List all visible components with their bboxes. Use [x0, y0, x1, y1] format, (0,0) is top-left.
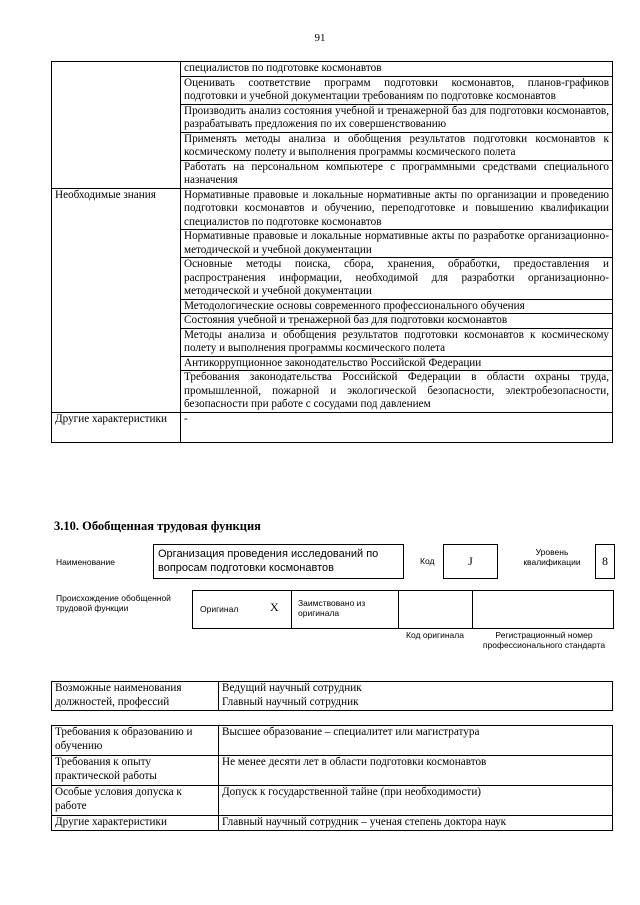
code-label: Код — [420, 556, 435, 566]
table-cell: Методологические основы современного профессионального обучения — [181, 299, 613, 314]
table-cell: Применять методы анализа и обобщения результатов подготовки космонавтов к космическому полету и выполнения программы космического полета — [181, 132, 613, 160]
table-cell: - — [181, 412, 613, 442]
code-original-caption: Код оригинала — [406, 630, 464, 640]
page-number: 91 — [314, 32, 326, 44]
divider — [398, 590, 399, 628]
table-row — [52, 62, 613, 77]
borrowed-label: Заимствовано из оригинала — [298, 598, 366, 618]
table-cell: Производить анализ состояния учебной и тренажерной баз для подготовки космонавтов, разрабатывать предложения по их совершенствованию — [181, 104, 613, 132]
req-label: Требования к опыту практической работы — [52, 756, 219, 786]
reg-number-caption: Регистрационный номер профессионального стандарта — [482, 630, 606, 650]
names-label: Возможные наименования должностей, профессий — [52, 682, 219, 711]
section-title: 3.10. Обобщенная трудовая функция — [54, 519, 261, 533]
row-label-knowledge: Необходимые знания — [52, 188, 181, 412]
table-row — [52, 816, 613, 831]
table-cell: Антикоррупционное законодательство Российской Федерации — [181, 356, 613, 371]
req-value: Допуск к государственной тайне (при необходимости) — [219, 786, 613, 816]
name-label: Наименование — [56, 557, 115, 567]
original-mark: X — [270, 600, 279, 614]
req-value: Высшее образование – специалитет или магистратура — [219, 726, 613, 756]
row-label-other: Другие характеристики — [52, 412, 181, 442]
possible-names-table — [51, 681, 613, 711]
table-cell: Основные методы поиска, сбора, хранения, обработки, предоставления и распространения информации, необходимой для разработки организационно-методической и учебной документации — [181, 258, 613, 300]
table-cell: специалистов по подготовке космонавтов — [181, 62, 613, 77]
table-cell: Состояния учебной и тренажерной баз для подготовки космонавтов — [181, 314, 613, 329]
divider — [291, 590, 292, 628]
table-cell: Работать на персональном компьютере с программными средствами специального назначения — [181, 160, 613, 188]
code-value: J — [443, 544, 498, 579]
table-row — [52, 756, 613, 786]
table-cell: Методы анализа и обобщения результатов подготовки космонавтов к космическому полету и выполнения программы космического полета — [181, 328, 613, 356]
table-cell: Нормативные правовые и локальные нормативные акты по разработке организационно-методической и учебной документации — [181, 230, 613, 258]
divider — [472, 590, 473, 628]
original-label: Оригинал — [200, 604, 239, 614]
origin-label: Происхождение обобщенной трудовой функции — [56, 593, 171, 613]
req-value: Главный научный сотрудник – ученая степень доктора наук — [219, 816, 613, 831]
name-value: Организация проведения исследований по вопросам подготовки космонавтов — [158, 548, 379, 574]
name-item: Главный научный сотрудник — [222, 695, 359, 708]
req-label: Особые условия допуска к работе — [52, 786, 219, 816]
requirements-table — [51, 725, 613, 831]
row-label — [52, 62, 181, 189]
table-row — [52, 786, 613, 816]
name-box — [153, 544, 404, 579]
name-item: Ведущий научный сотрудник — [222, 682, 362, 694]
table-row — [52, 412, 613, 442]
req-label: Другие характеристики — [52, 816, 219, 831]
level-value: 8 — [595, 544, 615, 579]
table-cell: Оценивать соответствие программ подготовки космонавтов, планов-графиков подготовки и учебной документации требованиям по подготовке космонавтов — [181, 76, 613, 104]
req-label: Требования к образованию и обучению — [52, 726, 219, 756]
table-row — [52, 682, 613, 711]
level-label: Уровень квалификации — [523, 547, 581, 567]
origin-box — [192, 590, 614, 629]
names-values — [219, 682, 613, 711]
table-cell: Нормативные правовые и локальные нормативные акты по организации и проведению подготовки космонавтов и обучению, переподготовке и повышению квалификации специалистов по подготовке космонавтов — [181, 188, 613, 230]
table-row — [52, 726, 613, 756]
skills-knowledge-table — [51, 61, 613, 443]
table-row — [52, 188, 613, 230]
table-cell: Требования законодательства Российской Федерации в области охраны труда, промышленной, пожарной и экологической безопасности, электробезопасности, безопасности при работе с сосудами под давлением — [181, 371, 613, 413]
req-value: Не менее десяти лет в области подготовки космонавтов — [219, 756, 613, 786]
